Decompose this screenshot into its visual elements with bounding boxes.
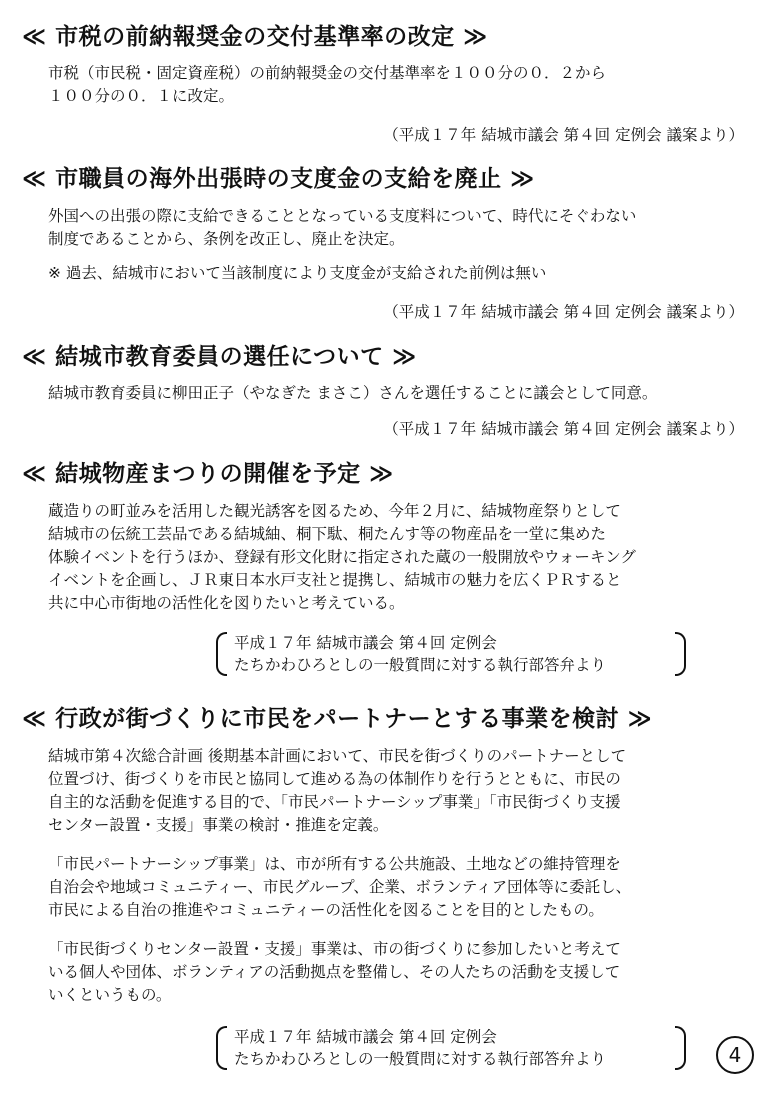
section-4-source-line-1: 平成１７年 結城市議会 第４回 定例会 <box>234 634 497 652</box>
section-2-line-2: 制度であることから、条例を改正し、廃止を決定。 <box>48 230 405 248</box>
section-5-source-line-1: 平成１７年 結城市議会 第４回 定例会 <box>234 1028 497 1046</box>
section-5-para-1-line-4: センター設置・支援」事業の検討・推進を定義。 <box>48 816 389 834</box>
section-5-para-3-line-3: いくというもの。 <box>48 986 172 1004</box>
section-2-source: （平成１７年 結城市議会 第４回 定例会 議案より） <box>383 303 744 321</box>
section-5-heading: ≪ 行政が街づくりに市民をパートナーとする事業を検討 ≫ <box>22 706 653 732</box>
left-bracket <box>216 1026 227 1070</box>
section-5-para-3-line-2: いる個人や団体、ボランティアの活動拠点を整備し、その人たちの活動を支援して <box>48 963 621 981</box>
section-1-source: （平成１７年 結城市議会 第４回 定例会 議案より） <box>383 126 744 144</box>
section-5-source-line-2: たちかわひろとしの一般質問に対する執行部答弁より <box>234 1050 607 1068</box>
section-2-line-1: 外国への出張の際に支給できることとなっている支度料について、時代にそぐわない <box>48 207 637 225</box>
section-5-source-bracket <box>216 1026 686 1070</box>
section-3-source: （平成１７年 結城市議会 第４回 定例会 議案より） <box>383 420 744 438</box>
section-2-heading: ≪ 市職員の海外出張時の支度金の支給を廃止 ≫ <box>22 166 535 192</box>
section-4-line-4: イベントを企画し、ＪＲ東日本水戸支社と提携し、結城市の魅力を広くＰＲすると <box>48 571 622 589</box>
section-4-line-3: 体験イベントを行うほか、登録有形文化財に指定された蔵の一般開放やウォーキング <box>48 548 636 566</box>
section-4-source-bracket <box>216 632 686 676</box>
section-4-line-1: 蔵造りの町並みを活用した観光誘客を図るため、今年２月に、結城物産祭りとして <box>48 502 621 520</box>
section-3-heading: ≪ 結城市教育委員の選任について ≫ <box>22 344 417 370</box>
section-1-heading: ≪ 市税の前納報奨金の交付基準率の改定 ≫ <box>22 24 488 50</box>
section-4-line-2: 結城市の伝統工芸品である結城紬、桐下駄、桐たんす等の物産品を一堂に集めた <box>48 525 607 543</box>
section-5-para-1-line-2: 位置づけ、街づくりを市民と協同して進める為の体制作りを行うとともに、市民の <box>48 770 621 788</box>
section-5-para-2-line-1: 「市民パートナーシップ事業」は、市が所有する公共施設、土地などの維持管理を <box>48 855 621 873</box>
section-5-para-1-line-1: 結城市第４次総合計画 後期基本計画において、市民を街づくりのパートナーとして <box>48 747 627 765</box>
section-5-para-2-line-3: 市民による自治の推進やコミュニティーの活性化を図ることを目的としたもの。 <box>48 901 604 919</box>
section-4-source-line-2: たちかわひろとしの一般質問に対する執行部答弁より <box>234 656 607 674</box>
section-3-line-1: 結城市教育委員に柳田正子（やなぎた まさこ）さんを選任することに議会として同意。 <box>48 384 658 402</box>
section-5-para-2-line-2: 自治会や地域コミュニティー、市民グループ、企業、ボランティア団体等に委託し、 <box>48 878 632 896</box>
right-bracket <box>675 632 686 676</box>
section-4-line-5: 共に中心市街地の活性化を図りたいと考えている。 <box>48 594 405 612</box>
right-bracket <box>675 1026 686 1070</box>
left-bracket <box>216 632 227 676</box>
section-1-line-2: １００分の０．１に改定。 <box>48 87 235 105</box>
section-1-line-1: 市税（市民税・固定資産税）の前納報奨金の交付基準率を１００分の０．２から <box>48 64 607 82</box>
section-5-para-1-line-3: 自主的な活動を促進する目的で、「市民パートナーシップ事業」「市民街づくり支援 <box>48 793 621 811</box>
page-number-badge: 4 <box>716 1036 754 1074</box>
section-2-note: ※ 過去、結城市において当該制度により支度金が支給された前例は無い <box>48 264 547 282</box>
section-5-para-3-line-1: 「市民街づくりセンター設置・支援」事業は、市の街づくりに参加したいと考えて <box>48 940 621 958</box>
section-4-heading: ≪ 結城物産まつりの開催を予定 ≫ <box>22 461 394 487</box>
